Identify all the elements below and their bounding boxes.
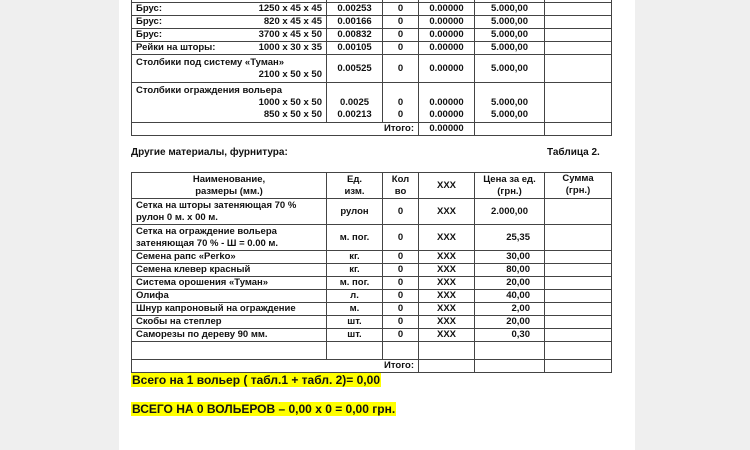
table1-item-name <box>132 55 327 83</box>
table2-tag: Таблица 2. <box>547 147 600 158</box>
table1-qty <box>383 83 419 123</box>
table2-spacer-row <box>132 342 612 360</box>
table2-qty: 0 <box>383 329 419 342</box>
table2-price: 0,30 <box>475 329 545 342</box>
table1-value: 5.000,00 <box>491 109 528 120</box>
table1-total-vol: 0.00000 <box>419 3 475 16</box>
table1-qty: 0 <box>383 3 419 16</box>
table2-unit: кг. <box>327 251 383 264</box>
table2-qty: 0 <box>383 303 419 316</box>
header-line: Наименование, <box>192 173 266 185</box>
table1-value: 0.00213 <box>337 109 372 120</box>
table1-unit-vol: 0.00525 <box>327 55 383 83</box>
table2-sum <box>545 277 612 290</box>
table1-value: 0.00000 <box>429 97 464 108</box>
header-line: изм. <box>344 185 365 197</box>
table2-empty <box>132 342 327 360</box>
table1-sum <box>545 16 612 29</box>
table1-total-empty <box>475 123 545 136</box>
header-line: Кол <box>391 173 410 185</box>
table2-header-qty <box>383 173 419 199</box>
table2-empty <box>545 342 612 360</box>
table2-price: 25,35 <box>475 225 545 251</box>
table2-qty: 0 <box>383 316 419 329</box>
table2-qty: 0 <box>383 290 419 303</box>
table2-xxx: XXX <box>419 290 475 303</box>
table1-price: 5.000,00 <box>475 42 545 55</box>
section2-heading: Другие материалы, фурнитура: <box>131 147 288 158</box>
table2-price: 20,00 <box>475 316 545 329</box>
table1-total-row <box>132 123 612 136</box>
table1-sum <box>545 3 612 16</box>
table2-header-name <box>132 173 327 199</box>
table2-total-value <box>419 360 475 373</box>
table-row <box>132 290 612 303</box>
table1-unit-vol: 0.00166 <box>327 16 383 29</box>
table1-qty: 0 <box>383 16 419 29</box>
table1-item-size: 1000 x 50 x 50 <box>258 97 322 108</box>
table1-price <box>475 83 545 123</box>
table2-price: 2,00 <box>475 303 545 316</box>
table2-sum <box>545 199 612 225</box>
header-line: во <box>394 185 407 197</box>
table1-total-empty <box>545 123 612 136</box>
header-line: (грн.) <box>565 185 591 196</box>
table2-xxx: XXX <box>419 316 475 329</box>
table2-item-name: Семена рапс «Perko» <box>132 251 327 264</box>
table2-xxx: XXX <box>419 303 475 316</box>
table2-total-row <box>132 360 612 373</box>
grand-total: ВСЕГО НА 0 ВОЛЬЕРОВ – 0,00 х 0 = 0,00 грн. <box>132 402 396 416</box>
table2-price: 20,00 <box>475 277 545 290</box>
table1-total-vol: 0.00000 <box>419 55 475 83</box>
item-line: Сетка на шторы затеняющая 70 % <box>136 199 297 211</box>
table1-price: 5.000,00 <box>475 3 545 16</box>
table2-sum <box>545 316 612 329</box>
table2-sum <box>545 290 612 303</box>
table2-header-price <box>475 173 545 199</box>
table2-xxx: XXX <box>419 251 475 264</box>
table2-empty <box>475 342 545 360</box>
table1-qty: 0 <box>383 55 419 83</box>
table2-price: 40,00 <box>475 290 545 303</box>
table1-item-title: Столбики ограждения вольера <box>136 85 282 96</box>
header-line: Сумма <box>562 173 594 184</box>
table1-item-size: 850 x 50 x 50 <box>263 109 322 120</box>
table2-qty: 0 <box>383 199 419 225</box>
table2-item-name <box>132 225 327 251</box>
table-row <box>132 277 612 290</box>
table1-total-vol: 0.00000 <box>419 29 475 42</box>
table1-price: 5.000,00 <box>475 16 545 29</box>
materials-table-2 <box>131 172 612 373</box>
table1-sum <box>545 55 612 83</box>
table1-unit-vol: 0.00253 <box>327 3 383 16</box>
table-row <box>132 3 612 16</box>
table2-qty: 0 <box>383 264 419 277</box>
table2-item-name <box>132 199 327 225</box>
table2-header-row <box>132 173 612 199</box>
table1-value: 0.00000 <box>429 109 464 120</box>
table2-item-name: Саморезы по дереву 90 мм. <box>132 329 327 342</box>
table-row <box>132 251 612 264</box>
table1-total-vol: 0.00000 <box>419 16 475 29</box>
table1-item-name: Брус: 1250 x 45 x 45 <box>132 3 327 16</box>
table2-qty: 0 <box>383 277 419 290</box>
table2-unit: шт. <box>327 316 383 329</box>
table1-item-title: Столбики под систему «Туман» <box>136 57 285 68</box>
table2-unit: рулон <box>327 199 383 225</box>
table2-sum <box>545 251 612 264</box>
table2-header-sum <box>545 173 612 199</box>
table1-unit-vol <box>327 83 383 123</box>
item-line: рулон 0 м. x 00 м. <box>136 211 218 223</box>
materials-table-1 <box>131 0 612 136</box>
table2-item-name: Шнур капроновый на ограждение <box>132 303 327 316</box>
table1-sum <box>545 42 612 55</box>
table2-header-xxx: XXX <box>419 173 475 199</box>
table-row <box>132 225 612 251</box>
table-row <box>132 303 612 316</box>
table2-qty: 0 <box>383 251 419 264</box>
header-line: (грн.) <box>497 185 522 197</box>
item-line: Сетка на ограждение вольера <box>136 225 277 237</box>
table-row <box>132 55 612 83</box>
table2-unit: м. <box>327 303 383 316</box>
table2-price: 30,00 <box>475 251 545 264</box>
table2-qty: 0 <box>383 225 419 251</box>
table1-total-vol: 0.00000 <box>419 42 475 55</box>
table2-item-name: Семена клевер красный <box>132 264 327 277</box>
table-row <box>132 199 612 225</box>
item-line: затеняющая 70 % - Ш = 0.00 м. <box>136 237 279 249</box>
table1-total-vol <box>419 83 475 123</box>
table1-sum <box>545 83 612 123</box>
table1-item-name: Брус: 3700 x 45 x 50 <box>132 29 327 42</box>
table1-unit-vol: 0.00832 <box>327 29 383 42</box>
table1-item-name: Рейки на шторы: 1000 x 30 x 35 <box>132 42 327 55</box>
table2-unit: м. пог. <box>327 277 383 290</box>
table1-item-name: Брус: 820 x 45 x 45 <box>132 16 327 29</box>
table2-xxx: XXX <box>419 264 475 277</box>
table2-sum <box>545 225 612 251</box>
table2-total-label: Итого: <box>132 360 419 373</box>
table2-xxx: XXX <box>419 225 475 251</box>
table1-value: 0 <box>397 97 404 108</box>
table-row <box>132 264 612 277</box>
table1-total-label: Итого: <box>132 123 419 136</box>
table2-item-name: Скобы на степлер <box>132 316 327 329</box>
table2-xxx: XXX <box>419 329 475 342</box>
table-row <box>132 16 612 29</box>
table1-sum <box>545 29 612 42</box>
table2-header-unit <box>327 173 383 199</box>
table1-value: 0 <box>397 109 404 120</box>
table2-total-empty <box>545 360 612 373</box>
table-row <box>132 29 612 42</box>
table1-item-size: 2100 x 50 x 50 <box>258 69 322 80</box>
table2-unit: кг. <box>327 264 383 277</box>
total-per-enclosure: Всего на 1 вольер ( табл.1 + табл. 2)= 0,00 <box>132 373 380 387</box>
table-row <box>132 329 612 342</box>
table2-price: 80,00 <box>475 264 545 277</box>
table2-price: 2.000,00 <box>475 199 545 225</box>
table-row <box>132 42 612 55</box>
table1-total-value: 0.00000 <box>419 123 475 136</box>
table-row <box>132 316 612 329</box>
table2-item-name: Система орошения «Туман» <box>132 277 327 290</box>
table2-xxx: XXX <box>419 277 475 290</box>
table2-unit: м. пог. <box>327 225 383 251</box>
table1-qty: 0 <box>383 29 419 42</box>
table1-qty: 0 <box>383 42 419 55</box>
table1-unit-vol: 0.00105 <box>327 42 383 55</box>
table2-sum <box>545 329 612 342</box>
table2-empty <box>383 342 419 360</box>
table-row <box>132 83 612 123</box>
table1-value: 5.000,00 <box>491 97 528 108</box>
header-line: размеры (мм.) <box>195 185 263 197</box>
table2-xxx: XXX <box>419 199 475 225</box>
table1-price: 5.000,00 <box>475 55 545 83</box>
table2-empty <box>327 342 383 360</box>
table2-unit: шт. <box>327 329 383 342</box>
table1-item-name <box>132 83 327 123</box>
header-line: Ед. <box>346 173 362 185</box>
table2-empty <box>419 342 475 360</box>
table1-price: 5.000,00 <box>475 29 545 42</box>
table1-value: 0.0025 <box>339 97 370 108</box>
table2-unit: л. <box>327 290 383 303</box>
header-line: Цена за ед. <box>483 173 536 185</box>
table2-item-name: Олифа <box>132 290 327 303</box>
table2-sum <box>545 303 612 316</box>
table2-sum <box>545 264 612 277</box>
table2-total-empty <box>475 360 545 373</box>
